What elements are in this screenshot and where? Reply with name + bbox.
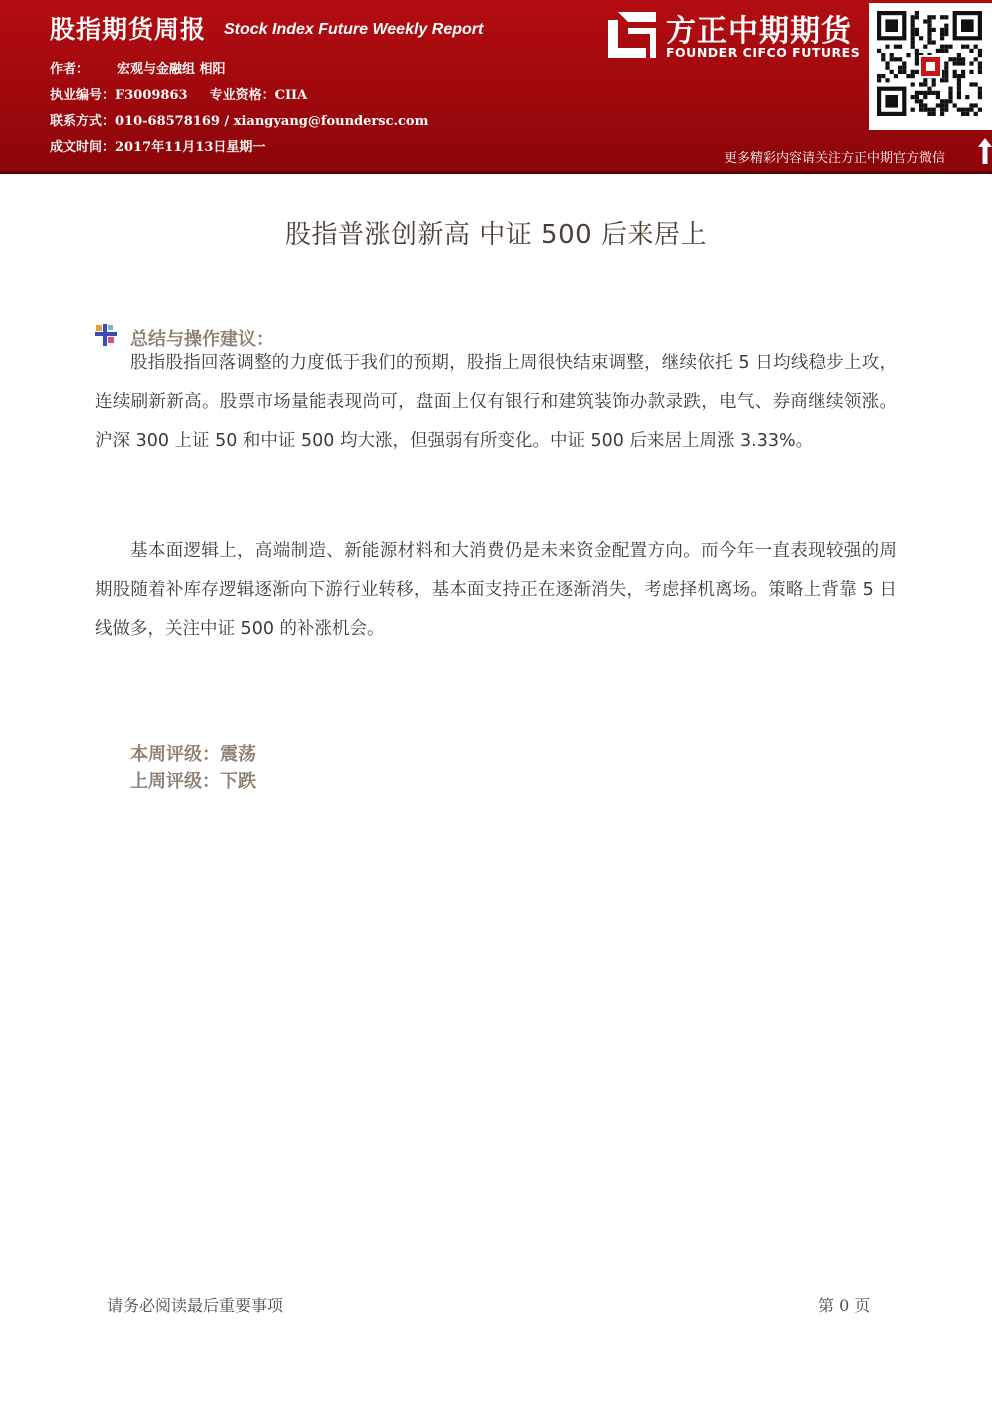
report-subtitle: Stock Index Future Weekly Report — [224, 21, 484, 38]
page-number: 第 0 页 — [818, 1296, 871, 1315]
date-line — [50, 136, 265, 155]
date-value: 2017年11月13日星期一 — [115, 140, 266, 155]
license-line — [50, 84, 307, 103]
qualification-value: CIIA — [274, 88, 308, 103]
qr-code[interactable] — [869, 3, 992, 130]
contact-value[interactable]: 010-68578169 / xiangyang@foundersc.com — [115, 114, 429, 129]
date-label: 成文时间： — [50, 140, 116, 155]
follow-wechat-text: 更多精彩内容请关注方正中期官方微信 — [724, 151, 946, 166]
header-divider — [0, 171, 992, 174]
founder-logo-icon — [608, 12, 656, 58]
qr-code-icon — [877, 11, 984, 122]
author-value: 宏观与金融组 相阳 — [117, 62, 226, 77]
license-label: 执业编号： — [50, 88, 116, 103]
author-line — [50, 58, 226, 77]
license-value: F3009863 — [115, 88, 188, 103]
rating-this-week: 本周评级：震荡 — [130, 744, 256, 765]
section-heading: 总结与操作建议： — [130, 329, 274, 350]
author-label: 作者： — [50, 62, 90, 77]
summary-paragraph-1: 股指股指回落调整的力度低于我们的预期，股指上周很快结束调整，继续依托 5 日均线稳步上攻，连续刷新新高。股票市场量能表现尚可，盘面上仅有银行和建筑装饰办款录跌，电气、券商继续领涨。沪深 300 上证 50 和中证 500 均大涨，但强弱有所变化。中证 500 后来居上周涨 3.33%。 — [95, 353, 897, 451]
document-title: 股指普涨创新高 中证 500 后来居上 — [285, 220, 707, 250]
report-title: 股指期货周报 — [50, 15, 207, 44]
up-arrow-icon — [978, 138, 992, 164]
contact-line — [50, 110, 428, 129]
rating-last-week: 上周评级：下跌 — [130, 771, 256, 792]
contact-label: 联系方式： — [50, 114, 116, 129]
summary-paragraph-2: 基本面逻辑上，高端制造、新能源材料和大消费仍是未来资金配置方向。而今年一直表现较强的周期股随着补库存逻辑逐渐向下游行业转移，基本面支持正在逐渐消失，考虑择机离场。策略上背靠 5 日线做多，关注中证 500 的补涨机会。 — [95, 541, 897, 639]
brand-name-en: FOUNDER CIFCO FUTURES — [666, 45, 861, 60]
brand-name-cn: 方正中期期货 — [666, 14, 852, 49]
qualification-label: 专业资格： — [209, 88, 275, 103]
footer-notice: 请务必阅读最后重要事项 — [107, 1296, 284, 1315]
